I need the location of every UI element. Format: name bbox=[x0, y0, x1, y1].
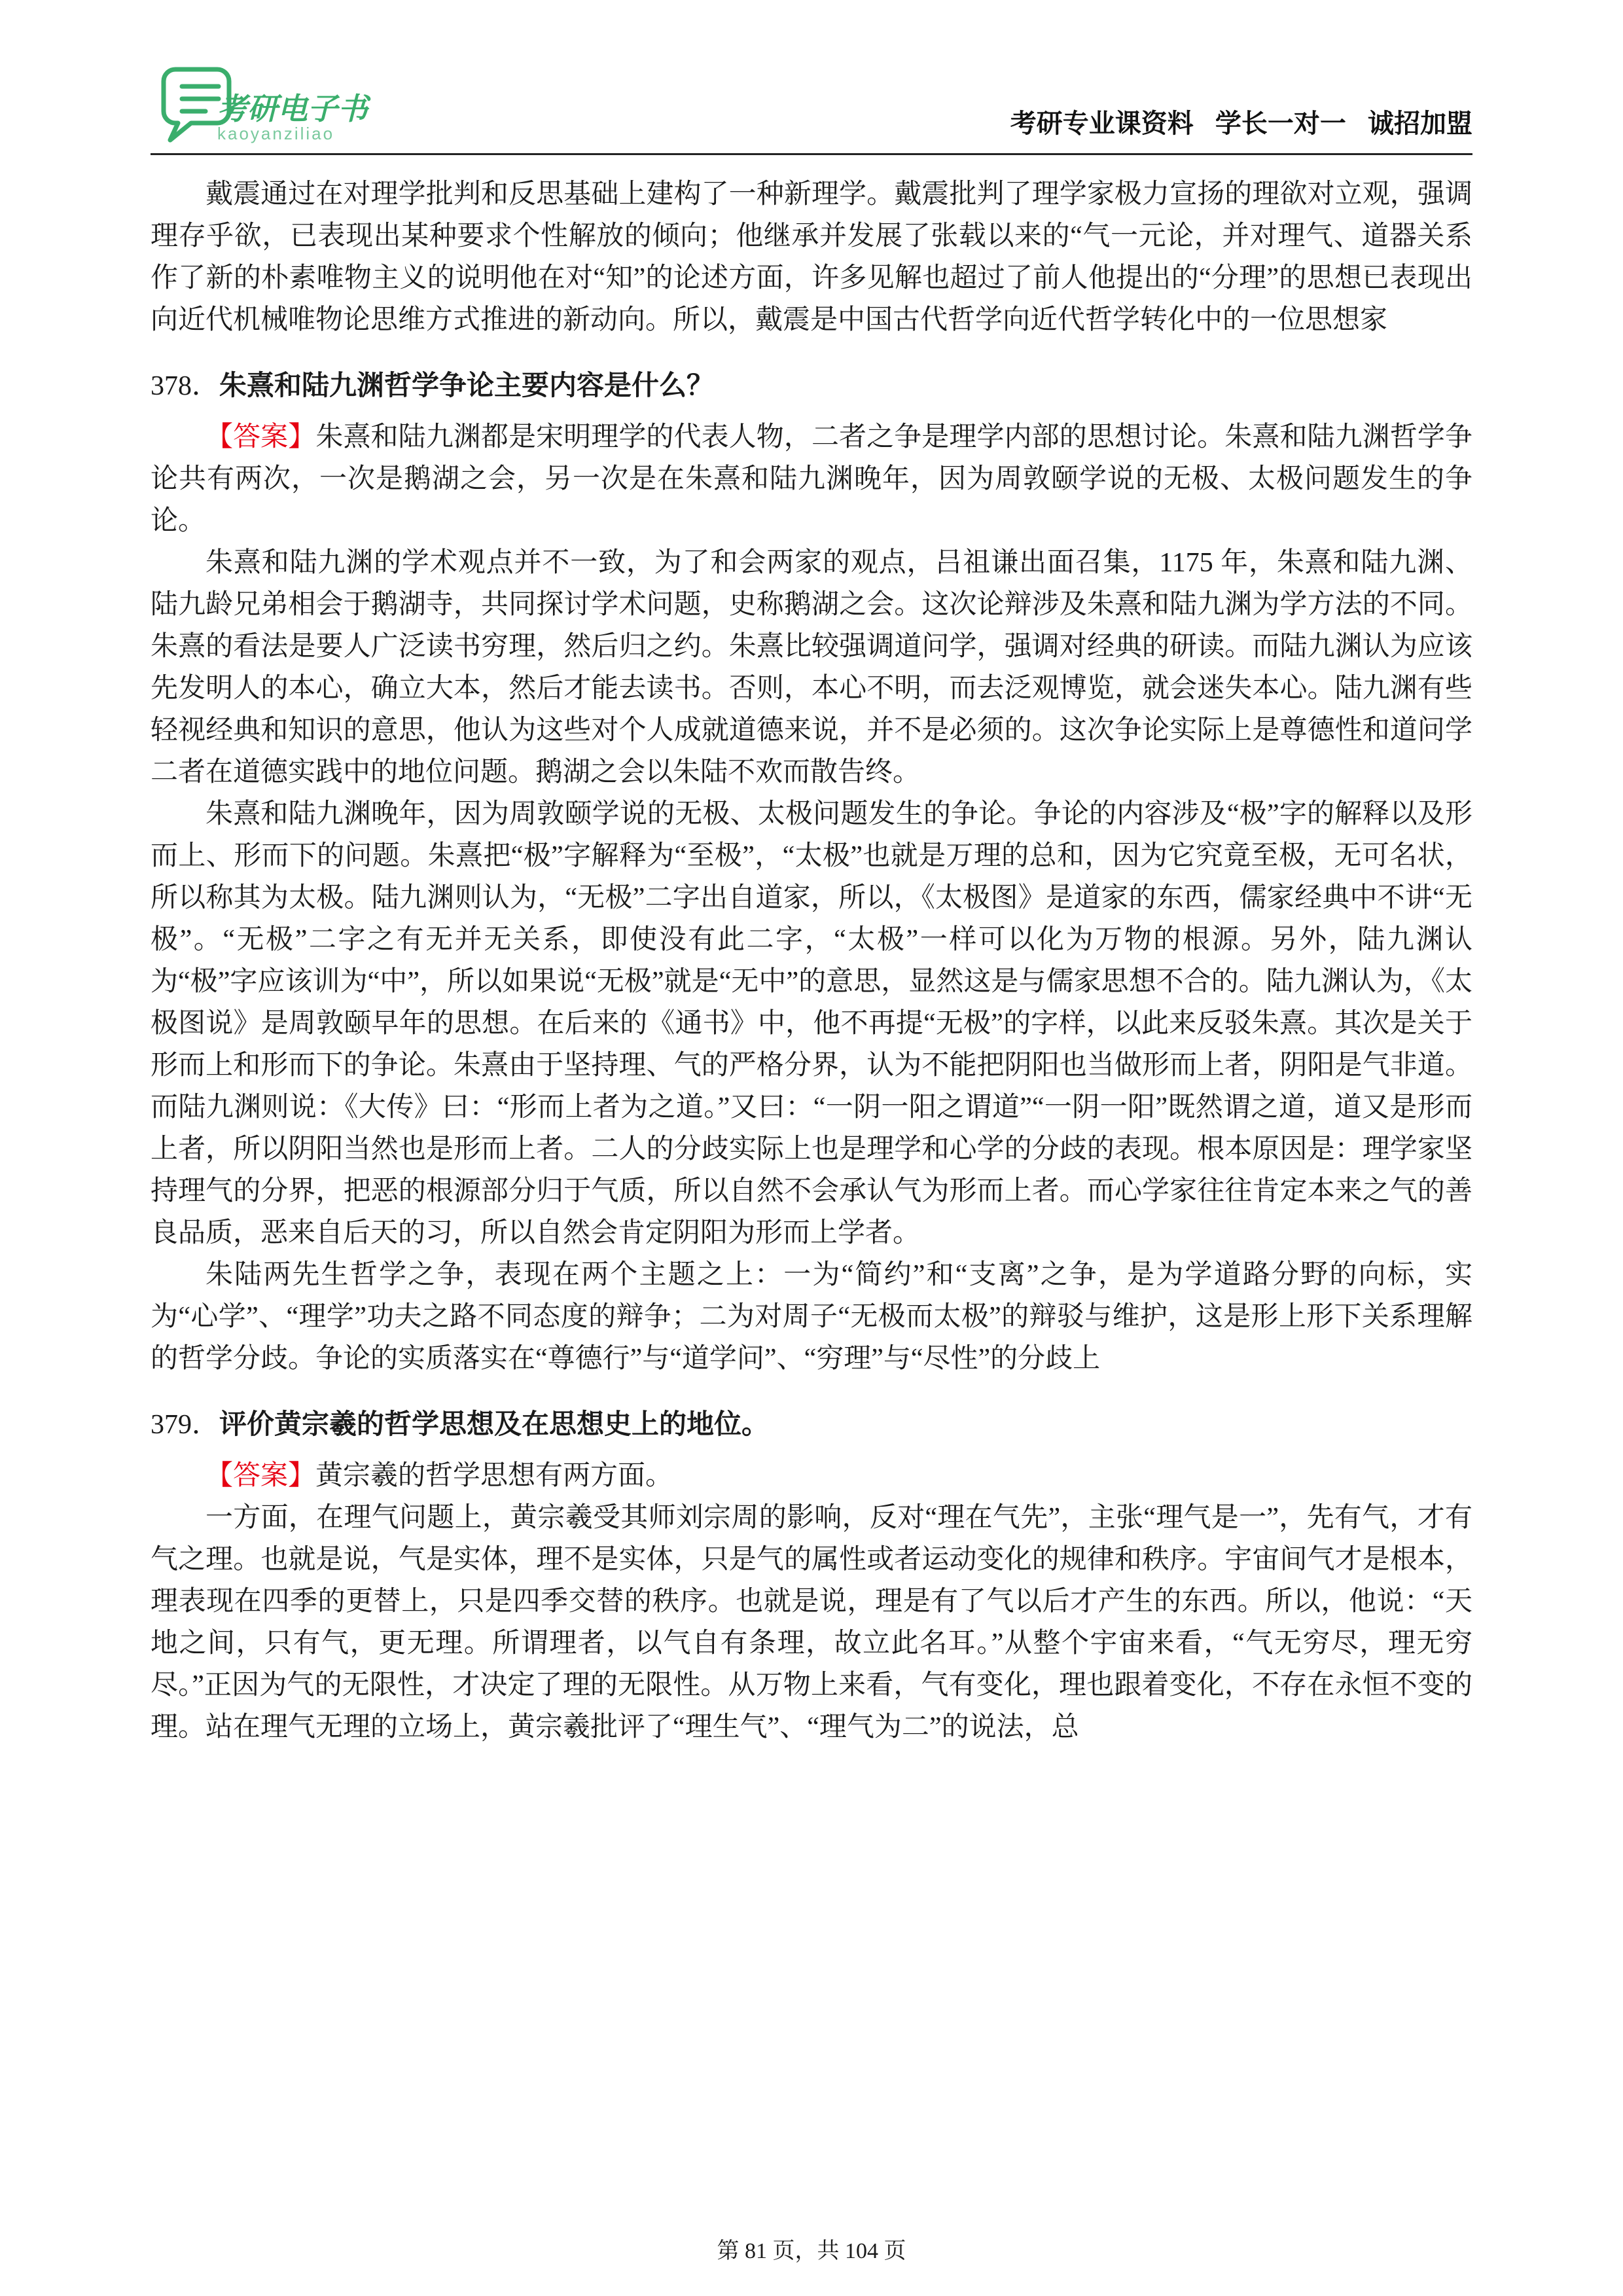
paragraph: 一方面，在理气问题上，黄宗羲受其师刘宗周的影响，反对“理在气先”，主张“理气是一”，先有气，才有气之理。也就是说，气是实体，理不是实体，只是气的属性或者运动变化的规律和秩序。宇宙间气才是根本，理表现在四季的更替上，只是四季交替的秩序。也就是说，理是有了气以后才产生的东西。所以，他说：“天地之间，只有气，更无理。所谓理者，以气自有条理，故立此名耳。”从整个宇宙来看，“气无穷尽，理无穷尽。”正因为气的无限性，才决定了理的无限性。从万物上来看，气有变化，理也跟着变化，不存在永恒不变的理。站在理气无理的立场上，黄宗羲批评了“理生气”、“理气为二”的说法，总 bbox=[151, 1503, 1472, 1742]
brand-title: 考研电子书 bbox=[217, 92, 368, 126]
page-header bbox=[151, 63, 1472, 155]
question-title: 朱熹和陆九渊哲学争论主要内容是什么？ bbox=[219, 370, 715, 401]
paragraph: 朱陆两先生哲学之争，表现在两个主题之上：一为“简约”和“支离”之争，是为学道路分野的向标，实为“心学”、“理学”功夫之路不同态度的辩争；二为对周子“无极而太极”的辩驳与维护，这是形上形下关系理解的哲学分歧。争论的实质落实在“尊德行”与“道学问”、“穷理”与“尽性”的分歧上 bbox=[151, 1260, 1472, 1374]
paragraph: 戴震通过在对理学批判和反思基础上建构了一种新理学。戴震批判了理学家极力宣扬的理欲对立观，强调理存乎欲，已表现出某种要求个性解放的倾向；他继承并发展了张载以来的“气一元论，并对理气、道器关系作了新的朴素唯物主义的说明他在对“知”的论述方面，许多见解也超过了前人他提出的“分理”的思想已表现出向近代机械唯物论思维方式推进的新动向。所以，戴震是中国古代哲学向近代哲学转化中的一位思想家 bbox=[151, 179, 1472, 335]
answer-label: 【答案】 bbox=[205, 1461, 316, 1491]
question-heading bbox=[151, 1403, 1472, 1446]
question-heading bbox=[151, 365, 1472, 407]
paragraph: 朱熹和陆九渊的学术观点并不一致，为了和会两家的观点，吕祖谦出面召集，1175 年，朱熹和陆九渊、陆九龄兄弟相会于鹅湖寺，共同探讨学术问题，史称鹅湖之会。这次论辩涉及朱熹和陆九渊为学方法的不同。朱熹的看法是要人广泛读书穷理，然后归之约。朱熹比较强调道问学，强调对经典的研读。而陆九渊认为应该先发明人的本心，确立大本，然后才能去读书。否则，本心不明，而去泛观博览，就会迷失本心。陆九渊有些轻视经典和知识的意思，他认为这些对个人成就道德来说，并不是必须的。这次争论实际上是尊德性和道问学二者在道德实践中的地位问题。鹅湖之会以朱陆不欢而散告终。 bbox=[151, 548, 1472, 787]
question-number: 379． bbox=[151, 1410, 220, 1440]
answer-paragraph: 【答案】黄宗羲的哲学思想有两方面。 bbox=[205, 1461, 673, 1491]
question-title: 评价黄宗羲的哲学思想及在思想史上的地位。 bbox=[219, 1408, 770, 1439]
answer-paragraph: 【答案】朱熹和陆九渊都是宋明理学的代表人物，二者之争是理学内部的思想讨论。朱熹和陆九渊哲学争论共有两次，一次是鹅湖之会，另一次是在朱熹和陆九渊晚年，因为周敦颐学说的无极、太极问题发生的争论。 bbox=[151, 422, 1472, 536]
header-tagline: 考研专业课资料 学长一对一 诚招加盟 bbox=[1010, 109, 1472, 138]
page-number: 第 81 页，共 104 页 bbox=[717, 2239, 906, 2263]
paragraph: 朱熹和陆九渊晚年，因为周敦颐学说的无极、太极问题发生的争论。争论的内容涉及“极”字的解释以及形而上、形而下的问题。朱熹把“极”字解释为“至极”，“太极”也就是万理的总和，因为它究竟至极，无可名状，所以称其为太极。陆九渊则认为，“无极”二字出自道家，所以，《太极图》是道家的东西，儒家经典中不讲“无极”。“无极”二字之有无并无关系，即使没有此二字，“太极”一样可以化为万物的根源。另外，陆九渊认为“极”字应该训为“中”，所以如果说“无极”就是“无中”的意思，显然这是与儒家思想不合的。陆九渊认为，《太极图说》是周敦颐早年的思想。在后来的《通书》中，他不再提“无极”的字样，以此来反驳朱熹。其次是关于形而上和形而下的争论。朱熹由于坚持理、气的严格分界，认为不能把阴阳也当做形而上者，阴阳是气非道。而陆九渊则说：《大传》曰：“形而上者为之道。”又曰：“一阴一阳之谓道”“一阴一阳”既然谓之道，道又是形而上者，所以阴阳当然也是形而上者。二人的分歧实际上也是理学和心学的分歧的表现。根本原因是：理学家坚持理气的分界，把恶的根源部分归于气质，所以自然不会承认气为形而上者。而心学家往往肯定本来之气的善良品质，恶来自后天的习，所以自然会肯定阴阳为形而上学者。 bbox=[151, 799, 1472, 1248]
brand-logo bbox=[151, 63, 368, 144]
answer-label: 【答案】 bbox=[205, 422, 316, 452]
brand-logo-text bbox=[217, 93, 368, 143]
brand-subtitle: kaoyanziliao bbox=[217, 123, 335, 143]
content bbox=[151, 155, 1472, 1748]
question-number: 378． bbox=[151, 371, 220, 401]
